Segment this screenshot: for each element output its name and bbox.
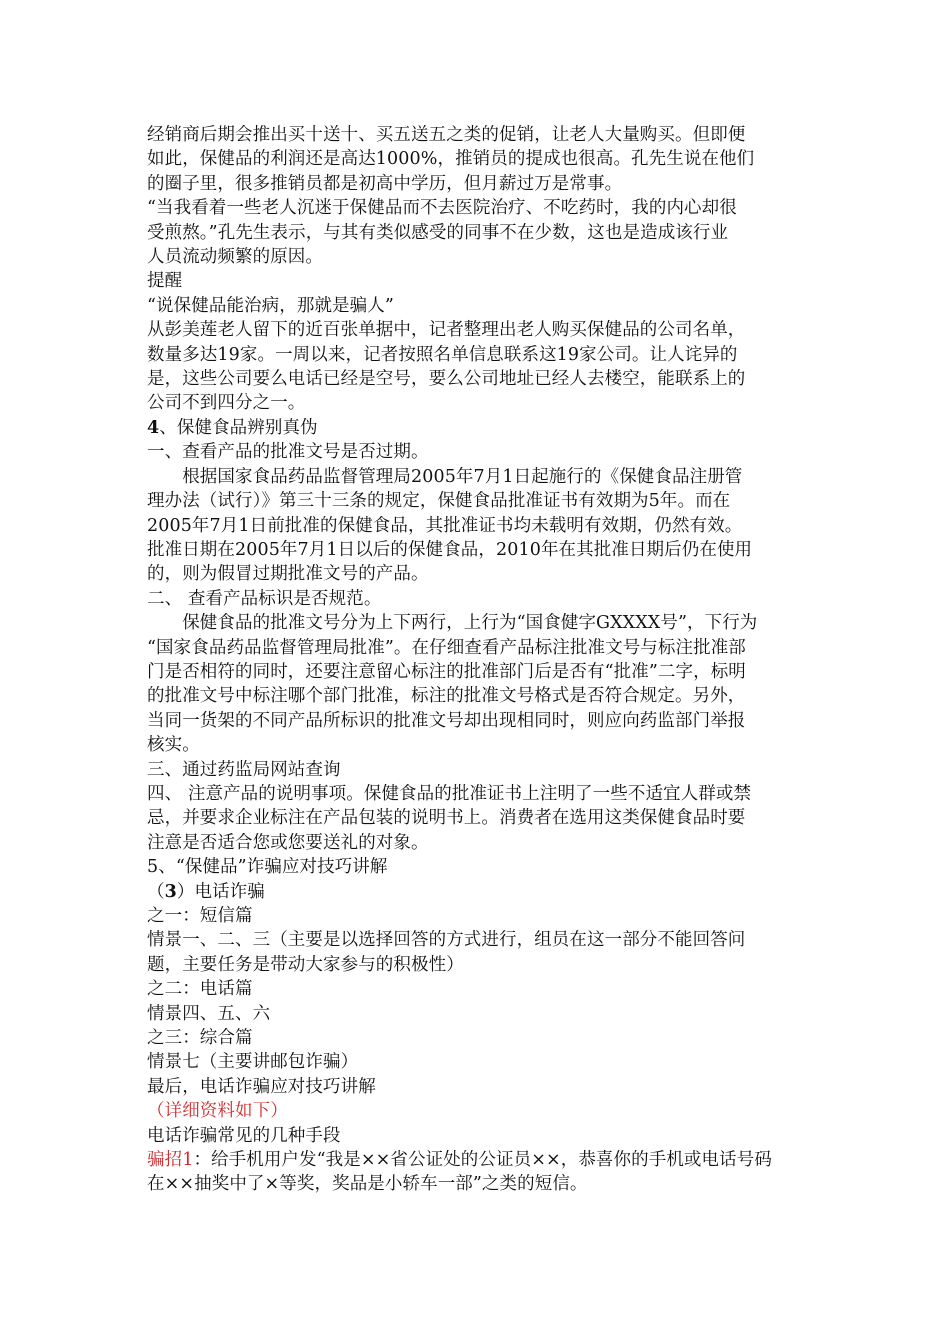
body-line: 根据国家食品药品监督管理局2005年7月1日起施行的《保健食品注册管: [147, 466, 743, 487]
body-line: 2005年7月1日前批准的保健食品，其批准证书均未载明有效期，仍然有效。: [147, 515, 743, 536]
item-heading: 三、通过药监局网站查询: [147, 759, 341, 780]
body-line: 如此，保健品的利润还是高达1000%，推销员的提成也很高。孔先生说在他们: [147, 149, 755, 170]
subsection-title: ）电话诈骗: [176, 881, 265, 902]
body-line: 最后，电话诈骗应对技巧讲解: [147, 1076, 376, 1097]
body-line: 人员流动频繁的原因。: [147, 247, 323, 268]
details-note: （详细资料如下）: [147, 1101, 288, 1122]
body-line: 从彭美莲老人留下的近百张单据中，记者整理出老人购买保健品的公司名单，: [147, 320, 746, 341]
body-line: 之三：综合篇: [147, 1028, 253, 1049]
body-line: 公司不到四分之一。: [147, 393, 306, 414]
body-line: 题，主要任务是带动大家参与的积极性）: [147, 954, 464, 975]
body-line: 门是否相符的同时，还要注意留心标注的批准部门后是否有“批准”二字，标明: [147, 661, 746, 682]
body-line: 在××抽奖中了×等奖，奖品是小轿车一部”之类的短信。: [147, 1174, 588, 1195]
body-line: 四、 注意产品的说明事项。保健食品的批准证书上注明了一些不适宜人群或禁: [147, 783, 752, 804]
paren-open: （: [147, 881, 165, 902]
section-heading-5: 5、“保健品”诈骗应对技巧讲解: [147, 857, 388, 878]
subsection-heading: [147, 880, 810, 904]
body-line: 电话诈骗常见的几种手段: [147, 1125, 341, 1146]
body-line: 批准日期在2005年7月1日以后的保健食品，2010年在其批准日期后仍在使用: [147, 539, 753, 560]
quote-line: “说保健品能治病，那就是骗人”: [147, 295, 394, 316]
body-line: 理办法（试行）》第三十三条的规定，保健食品批准证书有效期为5年。而在: [147, 491, 731, 512]
body-line: 注意是否适合您或您要送礼的对象。: [147, 832, 429, 853]
body-line: 之二：电话篇: [147, 979, 253, 1000]
body-line: 情景一、二、三（主要是以选择回答的方式进行，组员在这一部分不能回答问: [147, 930, 746, 951]
body-line: 的，则为假冒过期批准文号的产品。: [147, 564, 429, 585]
scam-text: ：给手机用户发“我是××省公证处的公证员××，恭喜你的手机或电话号码: [193, 1150, 772, 1171]
scam-label: 骗招1: [147, 1150, 194, 1171]
subsection-number: 3: [164, 881, 177, 902]
body-line: 当同一货架的不同产品所标识的批准文号却出现相同时，则应向药监部门举报: [147, 710, 746, 731]
body-line: 情景四、五、六: [147, 1003, 271, 1024]
body-line: 的圈子里，很多推销员都是初高中学历，但月薪过万是常事。: [147, 173, 623, 194]
item-heading: 一、查看产品的批准文号是否过期。: [147, 442, 429, 463]
body-line: 情景七（主要讲邮包诈骗）: [147, 1052, 359, 1073]
body-line: “国家食品药品监督管理局批准”。在仔细查看产品标注批准文号与标注批准部: [147, 637, 746, 658]
body-line: 之一：短信篇: [147, 906, 253, 926]
scam-item-1: [147, 1148, 810, 1172]
body-line: 的批准文号中标注哪个部门批准，标注的批准文号格式是否符合规定。另外，: [147, 686, 746, 707]
section-heading-4: [147, 416, 810, 440]
body-line: 数量多达19家。一周以来，记者按照名单信息联系这19家公司。让人诧异的: [147, 344, 738, 365]
section-number: 4: [147, 417, 160, 438]
section-title: 、保健食品辨别真伪: [159, 417, 318, 438]
heading-reminder: 提醒: [147, 271, 183, 292]
body-line: 是，这些公司要么电话已经是空号，要么公司地址已经人去楼空，能联系上的: [147, 369, 746, 390]
body-line: “当我看着一些老人沉迷于保健品而不去医院治疗、不吃药时，我的内心却很: [147, 198, 737, 219]
item-heading: 二、 查看产品标识是否规范。: [147, 588, 382, 609]
body-line: 忌，并要求企业标注在产品包装的说明书上。消费者在选用这类保健食品时要: [147, 808, 746, 829]
body-line: 保健食品的批准文号分为上下两行，上行为“国食健字GXXXX号”，下行为: [147, 613, 758, 634]
body-line: 经销商后期会推出买十送十、买五送五之类的促销，让老人大量购买。但即便: [147, 125, 746, 145]
body-line: 核实。: [147, 735, 200, 756]
body-line: 受煎熬。”孔先生表示，与其有类似感受的同事不在少数，这也是造成该行业: [147, 222, 729, 243]
